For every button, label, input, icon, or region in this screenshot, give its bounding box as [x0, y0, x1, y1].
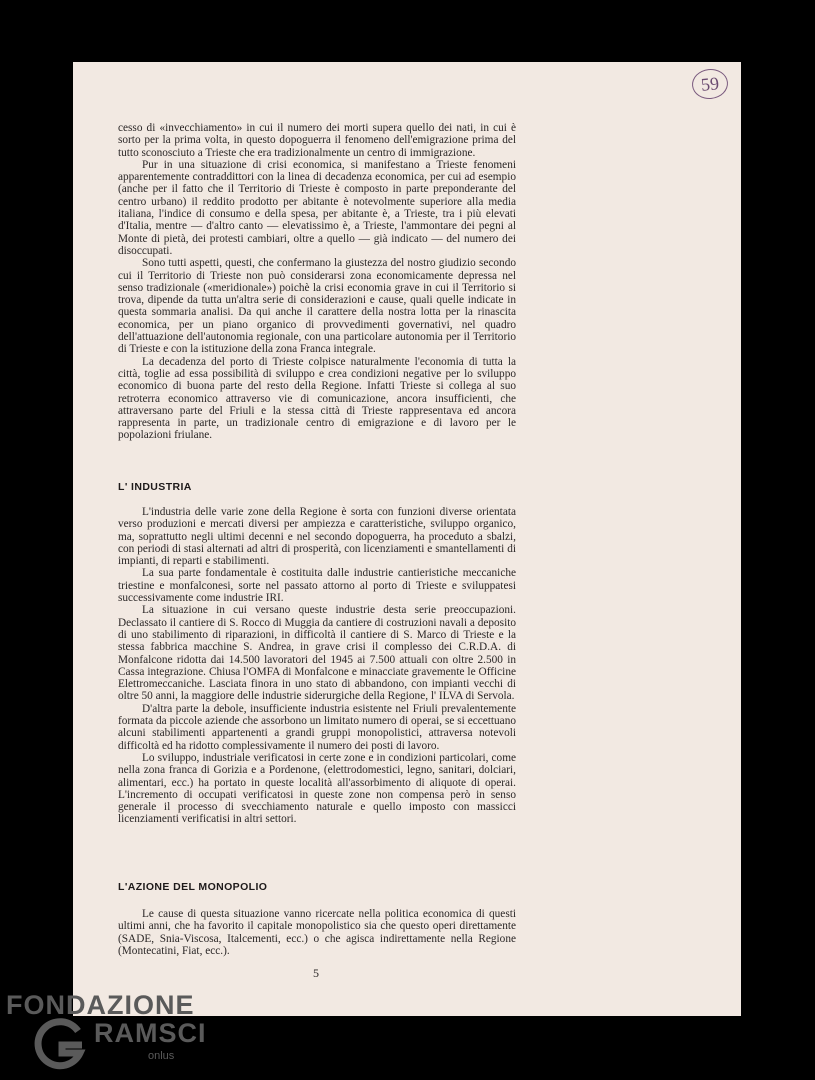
section-heading-industria: L' INDUSTRIA — [118, 481, 192, 493]
industria-paragraph: D'altra parte la debole, insufficiente industria esistente nel Friuli prevalentemente formata da piccole aziende che assorbono un limitato numero di operai, se si eccettuano alcuni stabilimenti appartenenti a grandi gruppi monopolistici, attraversa notevoli difficoltà ed ha ridotto complessivamente il numero dei posti di lavoro. — [118, 702, 516, 752]
section-heading-monopolio: L'AZIONE DEL MONOPOLIO — [118, 881, 268, 893]
watermark-line-1: FONDAZIONE — [6, 990, 195, 1020]
industria-text — [118, 506, 516, 826]
industria-paragraph: L'industria delle varie zone della Regione è sorta con funzioni diverse orientata verso produzioni e mercati diversi per ampiezza e caratteristiche, sviluppo organico, ma, soprattutto negli ultimi decenni e nel secondo dopoguerra, ha proceduto a sbalzi, con periodi di stasi alternati ad altri di prosperità, con licenziamenti e smantellamenti di impianti, di reparti e stabilimenti. — [118, 506, 516, 568]
industria-paragraph: La situazione in cui versano queste industrie desta serie preoccupazioni. Declassato il cantiere di S. Rocco di Muggia da cantiere di costruzioni navali a deposito di uno stabilimento di riparazioni, in difficoltà il cantiere di S. Marco di Trieste e la stessa fabbrica macchine S. Andrea, in grave crisi il complesso dei C.R.D.A. di Monfalcone ridotta dai 14.500 lavoratori del 1945 ai 7.500 attuali con oltre 2.500 in Cassa integrazione. Chiusa l'OMFA di Monfalcone e minacciate gravemente le Officine Elettromeccaniche. Lasciata finora in uno stato di abbandono, con impianti vecchi di oltre 50 anni, la maggiore delle industrie siderurgiche della Regione, l' ILVA di Servola. — [118, 604, 516, 703]
corner-page-annotation: 59 — [691, 67, 730, 101]
intro-paragraph: Pur in una situazione di crisi economica, si manifestano a Trieste fenomeni apparentemente contraddittori con la linea di decadenza economica, per cui ad esempio (anche per il fatto che il Territorio di Trieste è composto in parte preponderante del centro urbano) il reddito prodotto per abitante è notevolmente superiore alla media italiana, l'indice di consumo e della spesa, per abitante è, a Trieste, tra i più elevati d'Italia, mentre — d'altro canto — elevatissimo è, a Trieste, l'ammontare dei pegni al Monte di pietà, dei protesti cambiari, oltre a quello — già indicato — del numero dei disoccupati. — [118, 158, 516, 257]
monopolio-text — [118, 908, 516, 957]
intro-paragraph: La decadenza del porto di Trieste colpisce naturalmente l'economia di tutta la città, toglie ad essa possibilità di sviluppo e crea condizioni negative per lo sviluppo economico di buona parte del resto della Regione. Infatti Trieste si collega al suo retroterra economico attraverso vie di comunicazione, ancora insufficienti, che attraversano parte del Friuli e la stessa città di Trieste rappresentava ed ancora rappresenta in parte, un tradizionale centro di emigrazione e di lavoro per le popolazioni friulane. — [118, 355, 516, 442]
intro-paragraph: cesso di «invecchiamento» in cui il numero dei morti supera quello dei nati, in cui è sorto per la prima volta, in questo dopoguerra il fenomeno dell'emigrazione prima del tutto sconosciuto a Trieste che era tradizionalmente un centro di immigrazione. — [118, 122, 516, 159]
intro-paragraph: Sono tutti aspetti, questi, che confermano la giustezza del nostro giudizio secondo cui il Territorio di Trieste non può considerarsi zona economicamente depressa nel senso tradizionale («meridionale») poichè la crisi economia grave in cui il Territorio si trova, dipende da tutta un'altra serie di considerazioni e cause, quali quelle indicate in questa sommaria analisi. Da qui anche il carattere della nostra lotta per la rinascita economica, per un piano organico di provvedimenti governativi, nel quadro dell'attuazione dell'autonomia regionale, con una particolare autonomia per il Territorio di Trieste e con la istituzione della zona Franca integrale. — [118, 257, 516, 356]
monopolio-paragraph: Le cause di questa situazione vanno ricercate nella politica economica di questi ultimi anni, che ha favorito il capitale monopolistico sia che questo operi direttamente (SADE, Snia-Viscosa, Italcementi, ecc.) o che agisca indirettamente nella Regione (Montecatini, Fiat, ecc.). — [118, 908, 516, 957]
industria-paragraph: La sua parte fondamentale è costituita dalle industrie cantieristiche meccaniche triestine e monfalconesi, sorte nel passato attorno al porto di Trieste e sviluppatesi successivamente come industrie IRI. — [118, 567, 516, 605]
intro-text — [118, 122, 516, 442]
watermark-line-3: onlus — [148, 1050, 175, 1062]
watermark-line-2: RAMSCI — [94, 1018, 207, 1048]
industria-paragraph: Lo sviluppo, industriale verificatosi in certe zone e in condizioni particolari, come nella zona franca di Gorizia e a Pordenone, (elettrodomestici, legno, sanitari, dolciari, alimentari, ecc.) ha portato in queste località all'assorbimento di aliquote di operai. L'incremento di occupati verificatosi in queste zone non compensa però in senso generale il processo di svecchiamento naturale e quello imposto con massicci licenziamenti verificatisi in altri settori. — [118, 751, 516, 826]
page-number: 5 — [313, 966, 319, 980]
gramsci-g-logo-icon — [30, 1015, 90, 1075]
